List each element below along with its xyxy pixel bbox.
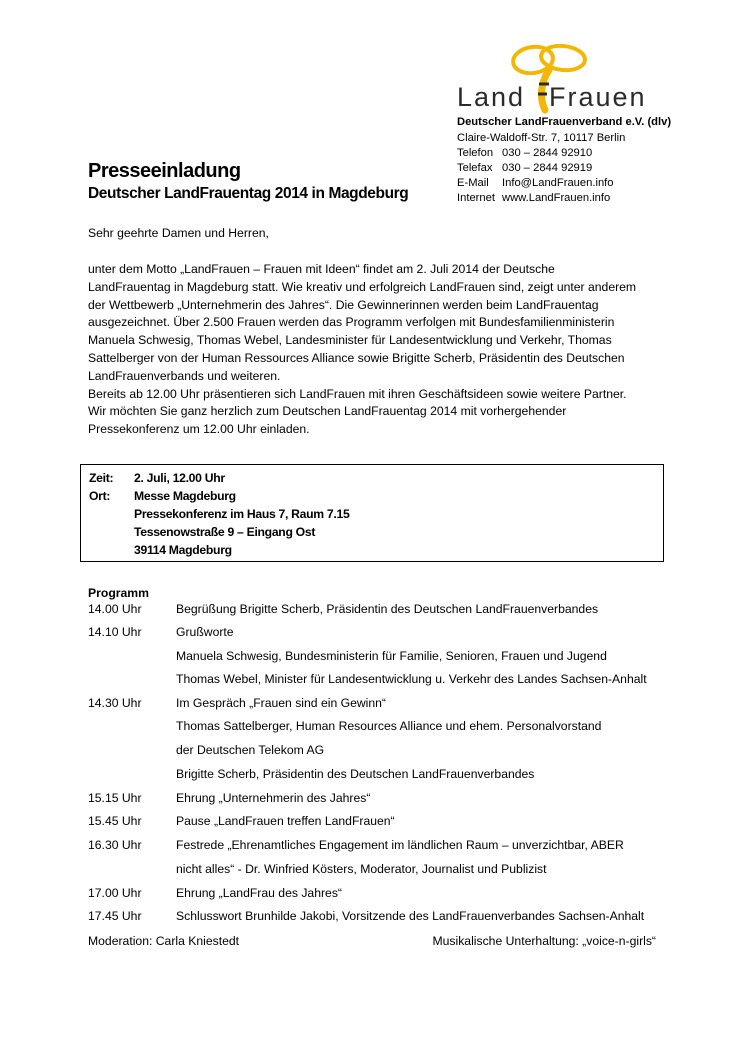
program-item: Grußworte <box>176 625 234 639</box>
salutation: Sehr geehrte Damen und Herren, <box>88 226 269 240</box>
program-heading: Programm <box>88 586 149 600</box>
event-place-line: 39114 Magdeburg <box>134 543 232 557</box>
program-time: 15.15 Uhr <box>88 791 142 805</box>
page-subtitle: Deutscher LandFrauentag 2014 in Magdeburg <box>88 185 409 202</box>
org-name: Deutscher LandFrauenverband e.V. (dlv) <box>457 116 672 128</box>
event-place-line: Tessenowstraße 9 – Eingang Ost <box>134 525 316 539</box>
program-time: 17.00 Uhr <box>88 886 142 900</box>
event-place: Ort: Messe Magdeburg <box>89 489 236 503</box>
program-item: Ehrung „LandFrau des Jahres“ <box>176 886 342 900</box>
body-line: der Wettbewerb „Unternehmerin des Jahres“. Die Gewinnerinnen werden beim LandFrauentag <box>88 297 599 312</box>
body-line: unter dem Motto „LandFrauen – Frauen mit Ideen“ findet am 2. Juli 2014 der Deutsche <box>88 262 555 276</box>
program-item: Thomas Sattelberger, Human Resources Alliance und ehem. Personalvorstand <box>176 719 602 733</box>
landfrauen-logo <box>457 40 667 114</box>
program-item: Im Gespräch „Frauen sind ein Gewinn“ <box>176 696 386 710</box>
event-place-line: Pressekonferenz im Haus 7, Raum 7.15 <box>134 507 350 521</box>
program-item: Festrede „Ehrenamtliches Engagement im ländlichen Raum – unverzichtbar, ABER <box>176 838 624 852</box>
contact-internet: Internet www.LandFrauen.info <box>457 192 611 204</box>
body-line: LandFrauentag in Magdeburg statt. Wie kreativ und erfolgreich LandFrauen sind, zeigt unter anderem <box>88 279 637 294</box>
program-time: 14.10 Uhr <box>88 625 142 639</box>
program-item: der Deutschen Telekom AG <box>176 743 325 757</box>
logo-word-land: Land <box>457 82 526 112</box>
body-line: Pressekonferenz um 12.00 Uhr einladen. <box>88 422 310 437</box>
body-paragraph <box>88 261 668 439</box>
program-item: Pause „LandFrauen treffen LandFrauen“ <box>176 814 395 828</box>
org-address: Claire-Waldoff-Str. 7, 10117 Berlin <box>457 132 626 144</box>
program-item: nicht alles“ - Dr. Winfried Kösters, Moderator, Journalist und Publizist <box>176 862 547 876</box>
program-time: 16.30 Uhr <box>88 838 142 852</box>
event-time: Zeit: 2. Juli, 12.00 Uhr <box>89 471 225 485</box>
contact-phone: Telefon 030 – 2844 92910 <box>457 147 593 159</box>
body-line: Manuela Schwesig, Thomas Webel, Landesminister für Landesentwicklung und Verkehr, Thomas <box>88 333 612 348</box>
event-info-box <box>80 464 664 562</box>
logo-word-frauen: Frauen <box>549 82 647 112</box>
body-line: Sattelberger von der Human Ressources Alliance sowie Brigitte Scherb, Präsidentin des Deutschen <box>88 350 625 365</box>
program-item: Manuela Schwesig, Bundesministerin für Familie, Senioren, Frauen und Jugend <box>176 649 607 663</box>
program-time: 14.00 Uhr <box>88 602 142 616</box>
body-line: LandFrauenverbands und weiteren. <box>88 368 281 383</box>
program-time: 15.45 Uhr <box>88 814 142 828</box>
body-line: Wir möchten Sie ganz herzlich zum Deutschen LandFrauentag 2014 mit vorhergehender <box>88 404 567 419</box>
program-item: Thomas Webel, Minister für Landesentwicklung u. Verkehr des Landes Sachsen-Anhalt <box>176 672 647 686</box>
moderation-note: Moderation: Carla Kniestedt <box>88 934 240 948</box>
music-note: Musikalische Unterhaltung: „voice-n-girls“ <box>432 934 656 948</box>
program-item: Schlusswort Brunhilde Jakobi, Vorsitzende des LandFrauenverbandes Sachsen-Anhalt <box>176 909 645 923</box>
program-time: 14.30 Uhr <box>88 696 142 710</box>
program-item: Begrüßung Brigitte Scherb, Präsidentin des Deutschen LandFrauenverbandes <box>176 602 599 616</box>
program-time: 17.45 Uhr <box>88 909 142 923</box>
body-line: Bereits ab 12.00 Uhr präsentieren sich LandFrauen mit ihren Geschäftsideen sowie weitere Partner. <box>88 386 627 401</box>
program-item: Ehrung „Unternehmerin des Jahres“ <box>176 791 371 805</box>
contact-email: E-Mail Info@LandFrauen.info <box>457 177 614 189</box>
contact-fax: Telefax 030 – 2844 92919 <box>457 162 593 174</box>
program-item: Brigitte Scherb, Präsidentin des Deutschen LandFrauenverbandes <box>176 767 535 781</box>
page-title: Presseeinladung <box>88 160 241 182</box>
body-line: ausgezeichnet. Über 2.500 Frauen werden das Programm verfolgen mit Bundesfamilienministerin <box>88 315 615 330</box>
